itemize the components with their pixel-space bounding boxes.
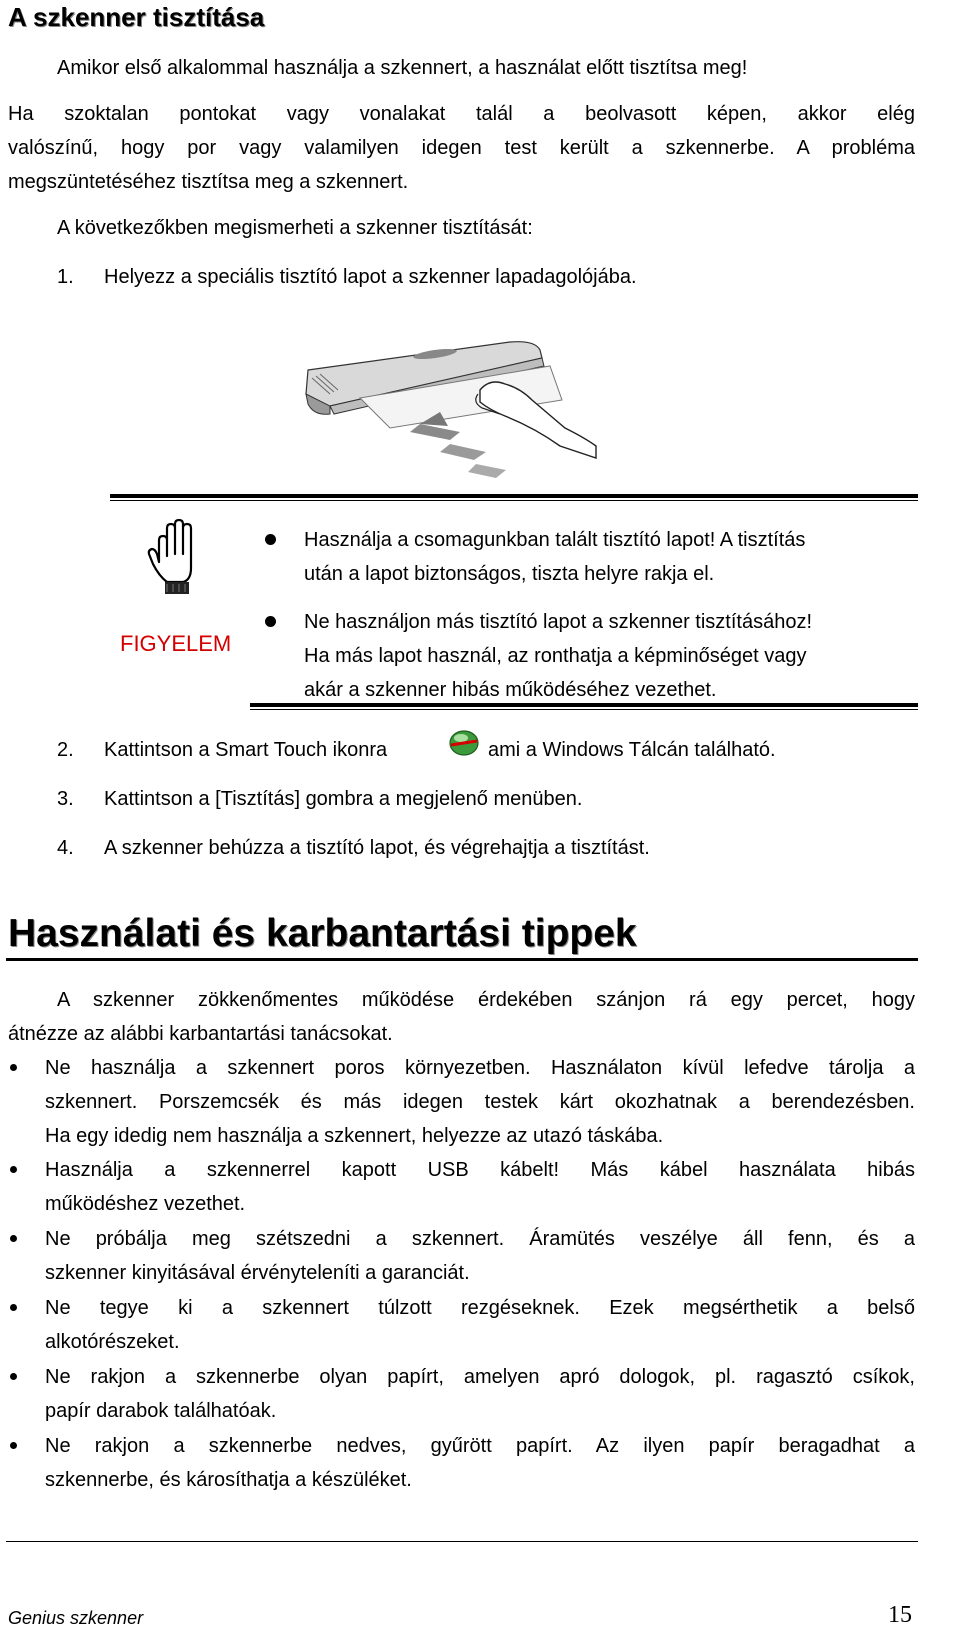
bullet-dot xyxy=(10,1166,17,1173)
bullet-dot xyxy=(10,1304,17,1311)
bullet-dot xyxy=(10,1442,17,1449)
tip-line: szkennerbe, és károsíthatja a készüléket. xyxy=(45,1469,412,1491)
smart-touch-icon xyxy=(447,728,481,758)
tip-line: Ne rakjon a szkennerbe nedves, gyűrött papírt. Az ilyen papír beragadhat a xyxy=(45,1435,915,1457)
step-number: 2. xyxy=(57,739,74,761)
warning-line: Ne használjon más tisztító lapot a szkenner tisztításához! xyxy=(304,611,813,633)
footer-rule xyxy=(6,1541,918,1542)
paragraph-line: valószínű, hogy por vagy valamilyen idegen test került a szkennerbe. A probléma xyxy=(8,137,915,159)
bullet-dot xyxy=(10,1235,17,1242)
section-title-rule xyxy=(6,958,918,961)
bullet-dot xyxy=(265,534,276,545)
paragraph-line: átnézze az alábbi karbantartási tanácsokat. xyxy=(8,1023,393,1045)
paragraph-line: Ha szoktalan pontokat vagy vonalakat talál a beolvasott képen, akkor elég xyxy=(8,103,915,125)
paragraph-first-use: Amikor első alkalommal használja a szkennert, a használat előtt tisztítsa meg! xyxy=(57,57,748,79)
warning-bottom-rule-thin xyxy=(250,709,918,710)
warning-line: Ha más lapot használ, az ronthatja a képminőséget vagy xyxy=(304,645,807,667)
tip-line: Ne próbálja meg szétszedni a szkennert. Áramütés veszélye áll fenn, és a xyxy=(45,1228,915,1250)
tip-line: papír darabok találhatóak. xyxy=(45,1400,277,1422)
tip-line: Ne tegye ki a szkennert túlzott rezgéseknek. Ezek megsérthetik a belső xyxy=(45,1297,915,1319)
tip-line: Ne használja a szkennert poros környezetben. Használaton kívül lefedve tárolja a xyxy=(45,1057,915,1079)
warning-bottom-rule xyxy=(250,703,918,707)
step-text: Kattintson a [Tisztítás] gombra a megjelenő menüben. xyxy=(104,788,583,810)
section-title-tips: Használati és karbantartási tippek xyxy=(8,912,637,955)
warning-line: Használja a csomagunkban talált tisztító lapot! A tisztítás xyxy=(304,529,806,551)
section-title-cleaning: A szkenner tisztítása xyxy=(8,2,265,32)
bullet-dot xyxy=(265,616,276,627)
scanner-feeding-illustration xyxy=(300,328,610,488)
step-text: Helyezz a speciális tisztító lapot a szkenner lapadagolójába. xyxy=(104,266,637,288)
paragraph-line: megszüntetéséhez tisztítsa meg a szkennert. xyxy=(8,171,409,193)
warning-label: FIGYELEM xyxy=(120,631,232,656)
step-text: A szkenner behúzza a tisztító lapot, és végrehajtja a tisztítást. xyxy=(104,837,650,859)
step-text: ami a Windows Tálcán található. xyxy=(488,739,776,761)
warning-top-rule-thin xyxy=(110,500,918,501)
page-number: 15 xyxy=(888,1602,912,1628)
step-number: 1. xyxy=(57,266,74,288)
bullet-dot xyxy=(10,1064,17,1071)
tip-line: alkotórészeket. xyxy=(45,1331,180,1353)
bullet-dot xyxy=(10,1373,17,1380)
tip-line: Ne rakjon a szkennerbe olyan papírt, amelyen apró dologok, pl. ragasztó csíkok, xyxy=(45,1366,915,1388)
step-number: 4. xyxy=(57,837,74,859)
warning-line: után a lapot biztonságos, tiszta helyre rakja el. xyxy=(304,563,715,585)
paragraph-line: A szkenner zökkenőmentes működése érdekében szánjon rá egy percet, hogy xyxy=(57,989,915,1011)
tip-line: szkenner kinyitásával érvényteleníti a garanciát. xyxy=(45,1262,470,1284)
tip-line: szkennert. Porszemcsék és más idegen testek kárt okozhatnak a berendezésben. xyxy=(45,1091,915,1113)
tip-line: Ha egy idedig nem használja a szkennert, helyezze az utazó táskába. xyxy=(45,1125,664,1147)
warning-top-rule xyxy=(110,494,918,498)
step-number: 3. xyxy=(57,788,74,810)
step-text: Kattintson a Smart Touch ikonra xyxy=(104,739,388,761)
raised-hand-icon xyxy=(145,518,205,598)
tip-line: Használja a szkennerrel kapott USB kábelt! Más kábel használata hibás xyxy=(45,1159,915,1181)
paragraph-intro-steps: A következőkben megismerheti a szkenner tisztítását: xyxy=(57,217,533,239)
tip-line: működéshez vezethet. xyxy=(45,1193,246,1215)
footer-product-name: Genius szkenner xyxy=(8,1608,144,1628)
warning-line: akár a szkenner hibás működéséhez vezethet. xyxy=(304,679,717,701)
